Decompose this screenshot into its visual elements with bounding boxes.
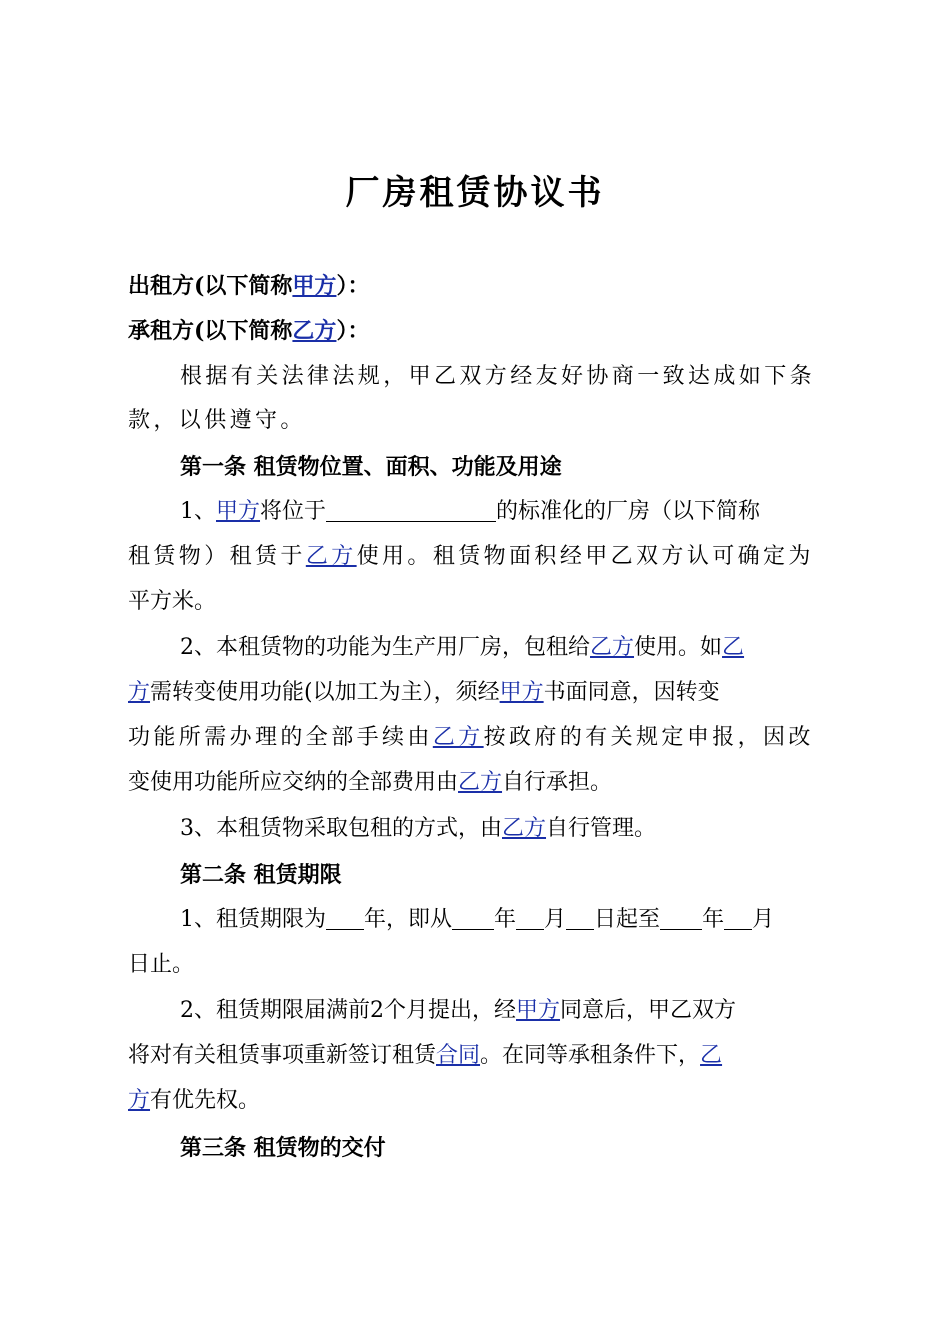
party-a-link[interactable]: 甲方 — [516, 998, 561, 1023]
a1-p2-text-7: 变使用功能所应交纳的全部费用由 — [128, 770, 459, 795]
a1-p2-text-8: 自行承担。 — [502, 770, 613, 795]
a1-p2-text-4: 书面同意，因转变 — [543, 680, 720, 705]
a1-p1-number: 1、 — [180, 499, 216, 524]
a2-p1-month-label-2: 月 — [752, 907, 775, 932]
a1-p1-text-4: 使用。租赁物面积经甲乙双方认可确定为 — [356, 544, 814, 569]
a2-p1-month-label: 月 — [544, 907, 567, 932]
a2-p2-line-2 — [128, 1034, 838, 1078]
a1-p2-text-2: 使用。如 — [634, 635, 723, 660]
start-day-blank — [566, 901, 594, 930]
a1-p2-line-1 — [180, 626, 890, 670]
a2-p2-line-3 — [128, 1079, 838, 1123]
a2-p2-text-5: 有优先权。 — [150, 1088, 261, 1113]
a1-p3-text: 3、本租赁物采取包租的方式，由 — [180, 816, 502, 841]
lessor-line — [128, 264, 838, 308]
a2-p2-text-2: 同意后，甲乙双方 — [560, 998, 737, 1023]
a1-p3-text-2: 自行管理。 — [546, 816, 657, 841]
lessee-suffix: ）： — [336, 318, 370, 344]
a1-p2-text: 2、本租赁物的功能为生产用厂房，包租给 — [180, 635, 590, 660]
a2-p2-line-1 — [180, 989, 890, 1033]
party-b-link-part[interactable]: 方 — [128, 680, 151, 705]
preamble-line-2: 款，以供遵守。 — [128, 408, 306, 433]
party-b-link[interactable]: 乙方 — [590, 635, 635, 660]
a2-p2-text-4: 。在同等承租条件下， — [480, 1043, 701, 1068]
lessor-prefix: 出租方(以下简称 — [128, 273, 293, 299]
document-title: 厂房租赁协议书 — [345, 173, 605, 213]
years-blank — [326, 901, 364, 930]
a1-p1-line-2 — [128, 535, 838, 579]
lessee-prefix: 承租方(以下简称 — [128, 318, 293, 344]
a2-p1-text: 1、租赁期限为 — [180, 907, 326, 932]
article-1-heading: 第一条 租赁物位置、面积、功能及用途 — [180, 454, 562, 480]
a1-p2-line-4 — [128, 761, 838, 805]
article-3-heading: 第三条 租赁物的交付 — [180, 1135, 386, 1161]
start-year-blank — [452, 901, 494, 930]
contract-link[interactable]: 合同 — [436, 1043, 481, 1068]
location-blank — [326, 493, 496, 522]
party-b-link[interactable]: 乙方 — [502, 816, 547, 841]
a2-p1-year-label: 年 — [494, 907, 517, 932]
party-b-link[interactable]: 乙方 — [305, 544, 357, 569]
a1-p2-text-5: 功能所需办理的全部手续由 — [128, 725, 433, 750]
a2-p1-line-2: 日止。 — [128, 952, 195, 977]
a1-p1-line-1 — [180, 490, 890, 534]
preamble-line-1: 根据有关法律法规，甲乙双方经友好协商一致达成如下条 — [180, 364, 816, 389]
a2-p1-line-1 — [180, 898, 890, 942]
end-year-blank — [660, 901, 702, 930]
a1-p2-line-3 — [128, 716, 838, 760]
lessee-line — [128, 309, 838, 353]
a1-p1-text: 将位于 — [260, 499, 327, 524]
party-a-link[interactable]: 甲方 — [499, 680, 544, 705]
a2-p1-text-2: 年，即从 — [364, 907, 453, 932]
a1-p1-text-2: 的标准化的厂房（以下简称 — [496, 499, 761, 524]
party-a-link[interactable]: 甲方 — [216, 499, 261, 524]
party-b-link[interactable]: 乙方 — [292, 318, 337, 344]
a2-p1-text-3: 日起至 — [594, 907, 661, 932]
a2-p2-text-3: 将对有关租赁事项重新签订租赁 — [128, 1043, 437, 1068]
party-b-link-part[interactable]: 乙 — [722, 635, 745, 660]
end-month-blank — [724, 901, 752, 930]
lessor-suffix: ）： — [336, 273, 370, 299]
a1-p2-text-3: 需转变使用功能(以加工为主），须经 — [150, 680, 500, 705]
party-b-link-part[interactable]: 方 — [128, 1088, 151, 1113]
a1-p1-text-3: 租赁物）租赁于 — [128, 544, 306, 569]
start-month-blank — [516, 901, 544, 930]
a2-p2-text: 2、租赁期限届满前2个月提出，经 — [180, 998, 516, 1023]
party-b-link[interactable]: 乙方 — [458, 770, 503, 795]
party-a-link[interactable]: 甲方 — [292, 273, 337, 299]
a1-p2-text-6: 按政府的有关规定申报，因改 — [483, 725, 814, 750]
a1-p2-line-2 — [128, 671, 838, 715]
a2-p1-year-label-2: 年 — [702, 907, 725, 932]
article-2-heading: 第二条 租赁期限 — [180, 862, 342, 888]
party-b-link-part[interactable]: 乙 — [700, 1043, 723, 1068]
a1-p1-line-3: 平方米。 — [128, 589, 217, 614]
a1-p3-line — [180, 807, 890, 851]
party-b-link[interactable]: 乙方 — [432, 725, 484, 750]
